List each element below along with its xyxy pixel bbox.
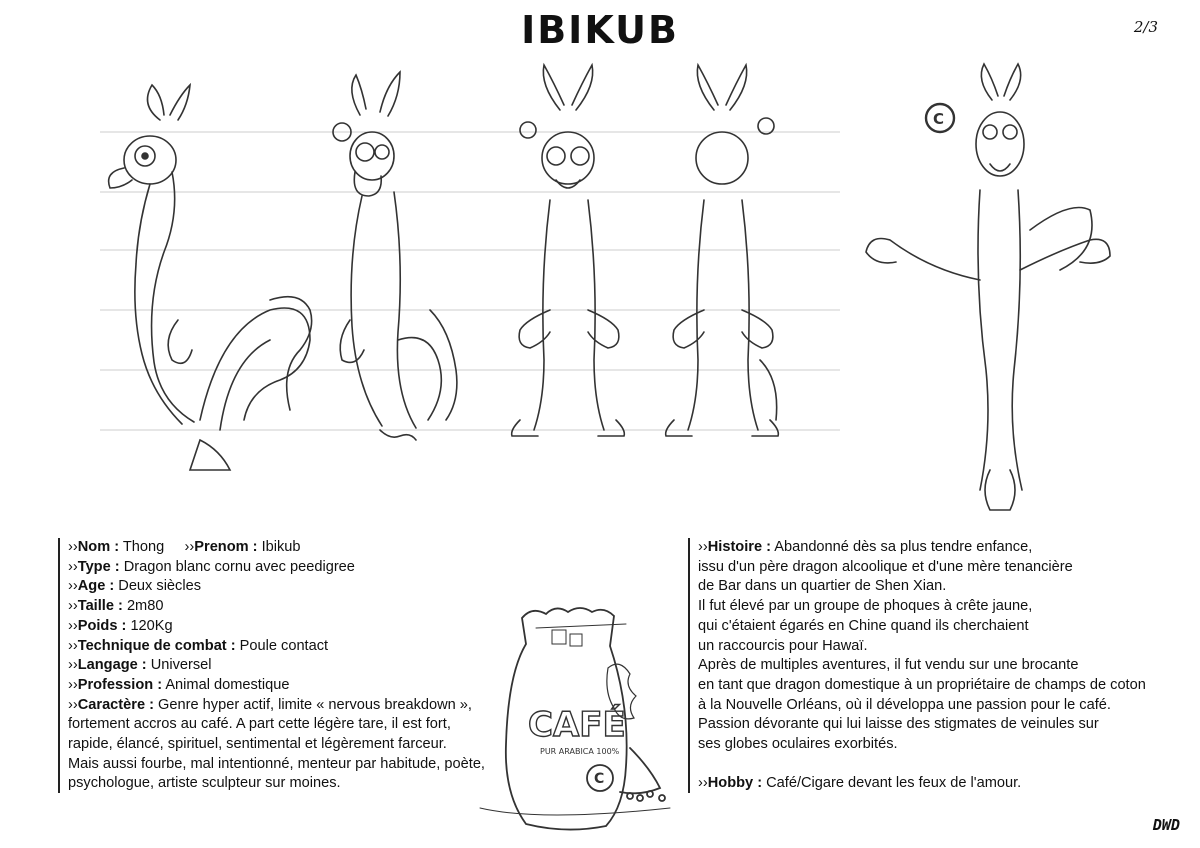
info-line-type <box>68 558 508 578</box>
dragon-three-quarter-view <box>333 72 457 440</box>
history-line: ses globes oculaires exorbités. <box>698 736 898 753</box>
bullet-marker: ›› <box>68 558 78 575</box>
info-label: Poids : <box>77 617 127 634</box>
history-line: un raccourcis pour Hawaï. <box>698 637 868 654</box>
info-label: Nom : <box>77 539 120 555</box>
coffee-bag-illustration <box>440 588 700 838</box>
info-label: Caractère : <box>77 696 154 713</box>
page-title: IBIKUB <box>521 8 679 52</box>
bullet-marker: ›› <box>68 696 78 713</box>
history-line: à la Nouvelle Orléans, où il développa une passion pour le café. <box>698 696 1111 713</box>
artist-signature: DWD <box>1152 816 1180 834</box>
history-line: Il fut élevé par un groupe de phoques à crête jaune, <box>698 598 1033 615</box>
bullet-marker: ›› <box>184 539 195 555</box>
history-line: de Bar dans un quartier de Shen Xian. <box>698 578 947 595</box>
history-line: Après de multiples aventures, il fut vendu sur une brocante <box>698 657 1079 674</box>
info-label: Type : <box>77 558 120 575</box>
bag-brand-label: CAFÉ <box>528 705 626 745</box>
info-value: 120Kg <box>126 617 173 634</box>
page-number: 2/3 <box>1133 18 1158 36</box>
info-label: Langage : <box>77 657 147 674</box>
bullet-marker: ›› <box>698 539 708 555</box>
bullet-marker: ›› <box>68 578 78 595</box>
info-label: Technique de combat : <box>77 637 236 654</box>
history-column <box>688 538 1188 793</box>
info-label: Profession : <box>77 676 163 693</box>
bullet-marker: ›› <box>68 637 78 654</box>
info-value: 2m80 <box>122 598 164 615</box>
info-line-character-cont: psychologue, artiste sculpteur sur moines. <box>68 775 341 792</box>
hobby-text: Café/Cigare devant les feux de l'amour. <box>762 775 1022 792</box>
bag-subtitle-label: PUR ARABICA 100% <box>540 747 620 756</box>
history-line: Passion dévorante qui lui laisse des stigmates de veinules sur <box>698 716 1099 733</box>
character-sketches <box>0 60 1200 530</box>
info-line-character-cont: Mais aussi fourbe, mal intentionné, menteur par habitude, poète, <box>68 755 485 772</box>
info-label: Taille : <box>77 598 123 615</box>
info-value: Dragon blanc cornu avec peedigree <box>119 558 355 575</box>
history-line: qui c'étaient égarés en Chine quand ils cherchaient <box>698 617 1029 634</box>
info-label: Age : <box>77 578 115 595</box>
bullet-marker: ›› <box>68 539 78 555</box>
info-line-name <box>68 538 508 558</box>
hobby-line <box>698 774 1188 794</box>
info-value: Universel <box>146 657 212 674</box>
svg-text:C: C <box>933 110 945 128</box>
bullet-marker: ›› <box>68 598 78 615</box>
bag-emblem-label: C <box>594 771 605 787</box>
info-label: Prenom : <box>194 539 258 555</box>
spacer-line <box>698 755 1188 775</box>
info-line-character-cont: fortement accros au café. A part cette légère tare, il est fort, <box>68 716 451 733</box>
dragon-side-view <box>109 85 312 470</box>
info-line-character-cont: rapide, élancé, spirituel, sentimental et légèrement farceur. <box>68 736 447 753</box>
history-label: Histoire : <box>707 539 771 555</box>
info-value: Animal domestique <box>162 676 290 693</box>
hobby-label: Hobby : <box>707 775 763 792</box>
info-value: Genre hyper actif, limite « nervous breakdown », <box>154 696 472 713</box>
dragon-action-pose <box>866 64 1110 510</box>
info-value: Ibikub <box>257 539 301 555</box>
history-line <box>698 538 1188 558</box>
info-value: Thong <box>119 539 165 555</box>
bullet-marker: ›› <box>68 657 78 674</box>
history-line: en tant que dragon domestique à un propriétaire de champs de coton <box>698 676 1146 693</box>
info-value: Poule contact <box>235 637 329 654</box>
history-text: Abandonné dès sa plus tendre enfance, <box>770 539 1033 555</box>
bullet-marker: ›› <box>68 617 78 634</box>
bullet-marker: ›› <box>698 775 708 792</box>
bullet-marker: ›› <box>68 676 78 693</box>
history-line: issu d'un père dragon alcoolique et d'une mère tenancière <box>698 558 1073 575</box>
info-value: Deux siècles <box>114 578 202 595</box>
